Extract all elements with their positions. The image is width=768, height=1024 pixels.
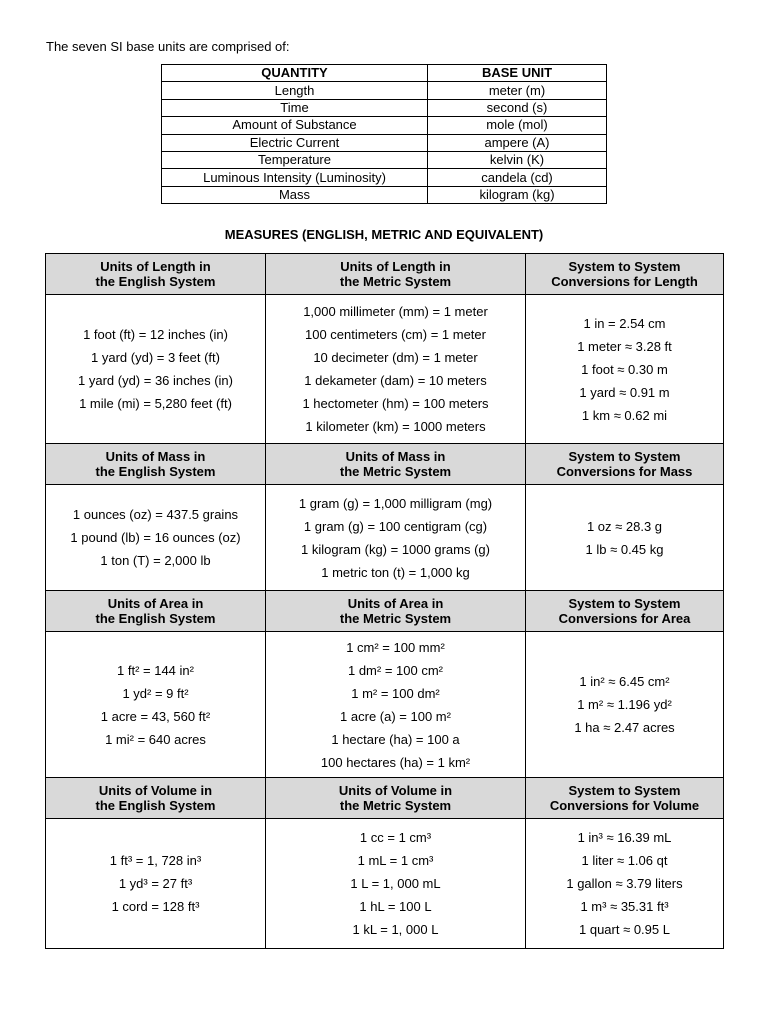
- table-row: [162, 134, 607, 151]
- quantity-cell: Luminous Intensity (Luminosity): [162, 169, 428, 186]
- quantity-cell: Time: [162, 99, 428, 116]
- conversion-line: 100 centimeters (cm) = 1 meter: [305, 327, 486, 342]
- header-line: the English System: [95, 798, 216, 813]
- conversion-line: 1 m³ ≈ 35.31 ft³: [580, 899, 669, 914]
- conversion-line: 1 yard (yd) = 3 feet (ft): [91, 350, 220, 365]
- quantity-cell: Mass: [162, 186, 428, 203]
- section-header-cell: [46, 591, 266, 632]
- section-header-cell: [46, 778, 266, 819]
- header-line: Units of Volume in: [338, 783, 453, 798]
- conversion-line: 10 decimeter (dm) = 1 meter: [313, 350, 478, 365]
- conversion-line: 1 metric ton (t) = 1,000 kg: [321, 564, 470, 580]
- section-body-row: [46, 819, 724, 949]
- base-unit-cell: second (s): [428, 99, 607, 116]
- header-line: Units of Length in: [340, 259, 451, 274]
- table-row: [162, 186, 607, 203]
- base-unit-cell: ampere (A): [428, 134, 607, 151]
- english-cell: [46, 819, 266, 949]
- section-header-cell: [526, 444, 724, 485]
- header-line: the Metric System: [339, 798, 452, 813]
- section-header-cell: [266, 254, 526, 295]
- conversion-line: 1 m² = 100 dm²: [351, 685, 440, 701]
- quantity-header: QUANTITY: [162, 65, 428, 82]
- section-header-row: [46, 591, 724, 632]
- conversion-line: 1 gallon ≈ 3.79 liters: [566, 876, 683, 891]
- conversion-line: 1 dekameter (dam) = 10 meters: [304, 373, 487, 388]
- header-line: System to System: [568, 449, 681, 464]
- section-body-row: [46, 485, 724, 591]
- conversion-line: 1 quart ≈ 0.95 L: [579, 922, 670, 937]
- conversion-line: 1 km ≈ 0.62 mi: [581, 407, 668, 423]
- conversion-line: 1 acre (a) = 100 m²: [340, 708, 451, 724]
- header-line: Conversions for Area: [558, 611, 691, 626]
- section-header-cell: [46, 254, 266, 295]
- conversion-line: 1 meter ≈ 3.28 ft: [577, 338, 672, 354]
- section-body-row: [46, 632, 724, 778]
- quantity-cell: Electric Current: [162, 134, 428, 151]
- header-line: Units of Volume in: [98, 783, 213, 798]
- measures-table: [45, 253, 724, 949]
- conversion-line: 1 hectometer (hm) = 100 meters: [302, 396, 489, 411]
- conversions-cell: [526, 295, 724, 444]
- header-line: the English System: [95, 274, 216, 289]
- conversion-line: 1 kL = 1, 000 L: [352, 922, 439, 937]
- section-body-row: [46, 295, 724, 444]
- conversion-line: 1 in² ≈ 6.45 cm²: [579, 674, 670, 689]
- metric-cell: [266, 485, 526, 591]
- conversion-line: 1 oz ≈ 28.3 g: [586, 518, 663, 534]
- metric-cell: [266, 295, 526, 444]
- header-line: Units of Mass in: [105, 449, 206, 464]
- english-cell: [46, 632, 266, 778]
- header-line: Conversions for Mass: [556, 464, 693, 479]
- conversion-line: 1 in = 2.54 cm: [583, 315, 666, 331]
- conversion-line: 1 gram (g) = 1,000 milligram (mg): [298, 495, 493, 511]
- conversion-line: 1 m² ≈ 1.196 yd²: [577, 697, 672, 712]
- si-base-units-table: [161, 64, 607, 204]
- intro-text: The seven SI base units are comprised of:: [46, 39, 290, 54]
- table-row: [162, 151, 607, 168]
- english-cell: [46, 295, 266, 444]
- conversion-line: 1 ft³ = 1, 728 in³: [109, 853, 202, 868]
- header-line: System to System: [568, 783, 681, 798]
- conversion-line: 1 foot (ft) = 12 inches (in): [83, 327, 228, 342]
- conversion-line: 1 ft² = 144 in²: [117, 662, 194, 678]
- quantity-cell: Amount of Substance: [162, 117, 428, 134]
- conversion-line: 1 cm² = 100 mm²: [346, 639, 445, 655]
- table-row: [162, 99, 607, 116]
- section-header-cell: [46, 444, 266, 485]
- metric-cell: [266, 632, 526, 778]
- header-line: the English System: [95, 464, 216, 479]
- conversion-line: 1 mile (mi) = 5,280 feet (ft): [79, 396, 232, 411]
- conversion-line: 1 acre = 43, 560 ft²: [100, 708, 211, 724]
- base-unit-cell: kelvin (K): [428, 151, 607, 168]
- metric-cell: [266, 819, 526, 949]
- english-cell: [46, 485, 266, 591]
- section-header-row: [46, 254, 724, 295]
- section-header-cell: [266, 591, 526, 632]
- section-header-row: [46, 444, 724, 485]
- header-line: Units of Area in: [107, 596, 204, 611]
- section-header-row: [46, 778, 724, 819]
- header-line: Conversions for Volume: [549, 798, 700, 813]
- header-line: Units of Mass in: [345, 449, 446, 464]
- base-unit-cell: kilogram (kg): [428, 186, 607, 203]
- section-header-cell: [266, 444, 526, 485]
- conversion-line: 1 hL = 100 L: [359, 899, 432, 914]
- conversions-cell: [526, 632, 724, 778]
- quantity-cell: Temperature: [162, 151, 428, 168]
- si-table-header-row: [162, 65, 607, 82]
- header-line: System to System: [568, 596, 681, 611]
- quantity-cell: Length: [162, 82, 428, 99]
- header-line: the English System: [95, 611, 216, 626]
- conversion-line: 1 kilogram (kg) = 1000 grams (g): [301, 541, 490, 557]
- conversion-line: 1 yard ≈ 0.91 m: [579, 384, 670, 400]
- measures-title: MEASURES (ENGLISH, METRIC AND EQUIVALENT): [224, 227, 544, 242]
- header-line: Units of Area in: [347, 596, 444, 611]
- header-line: Units of Length in: [100, 259, 211, 274]
- conversion-line: 1 liter ≈ 1.06 qt: [581, 853, 668, 868]
- conversion-line: 1 yd² = 9 ft²: [122, 685, 189, 701]
- conversion-line: 1 mL = 1 cm³: [357, 853, 434, 868]
- conversion-line: 100 hectares (ha) = 1 km²: [320, 754, 471, 770]
- conversion-line: 1 yard (yd) = 36 inches (in): [78, 373, 233, 388]
- header-line: System to System: [568, 259, 681, 274]
- section-header-cell: [526, 254, 724, 295]
- conversion-line: 1 pound (lb) = 16 ounces (oz): [70, 530, 241, 545]
- conversion-line: 1 dm² = 100 cm²: [347, 662, 443, 678]
- conversion-line: 1 kilometer (km) = 1000 meters: [305, 419, 486, 434]
- base-unit-header: BASE UNIT: [428, 65, 607, 82]
- conversion-line: 1 in³ ≈ 16.39 mL: [577, 830, 672, 845]
- base-unit-cell: candela (cd): [428, 169, 607, 186]
- conversions-cell: [526, 485, 724, 591]
- conversion-line: 1 ha ≈ 2.47 acres: [574, 720, 675, 735]
- conversion-line: 1 L = 1, 000 mL: [350, 876, 441, 891]
- conversion-line: 1 cc = 1 cm³: [359, 830, 432, 845]
- section-header-cell: [526, 591, 724, 632]
- table-row: [162, 82, 607, 99]
- conversion-line: 1 gram (g) = 100 centigram (cg): [303, 518, 488, 534]
- table-row: [162, 117, 607, 134]
- conversion-line: 1,000 millimeter (mm) = 1 meter: [303, 304, 488, 319]
- base-unit-cell: mole (mol): [428, 117, 607, 134]
- header-line: the Metric System: [339, 464, 452, 479]
- section-header-cell: [266, 778, 526, 819]
- conversion-line: 1 hectare (ha) = 100 a: [331, 731, 460, 747]
- conversion-line: 1 yd³ = 27 ft³: [118, 876, 193, 891]
- section-header-cell: [526, 778, 724, 819]
- conversion-line: 1 mi² = 640 acres: [105, 731, 206, 747]
- conversion-line: 1 lb ≈ 0.45 kg: [585, 541, 664, 557]
- conversions-cell: [526, 819, 724, 949]
- table-row: [162, 169, 607, 186]
- conversion-line: 1 foot ≈ 0.30 m: [581, 361, 668, 377]
- header-line: the Metric System: [339, 274, 452, 289]
- conversion-line: 1 ounces (oz) = 437.5 grains: [72, 507, 239, 522]
- conversion-line: 1 ton (T) = 2,000 lb: [100, 553, 211, 568]
- header-line: the Metric System: [339, 611, 452, 626]
- conversion-line: 1 cord = 128 ft³: [111, 899, 200, 914]
- header-line: Conversions for Length: [551, 274, 698, 289]
- base-unit-cell: meter (m): [428, 82, 607, 99]
